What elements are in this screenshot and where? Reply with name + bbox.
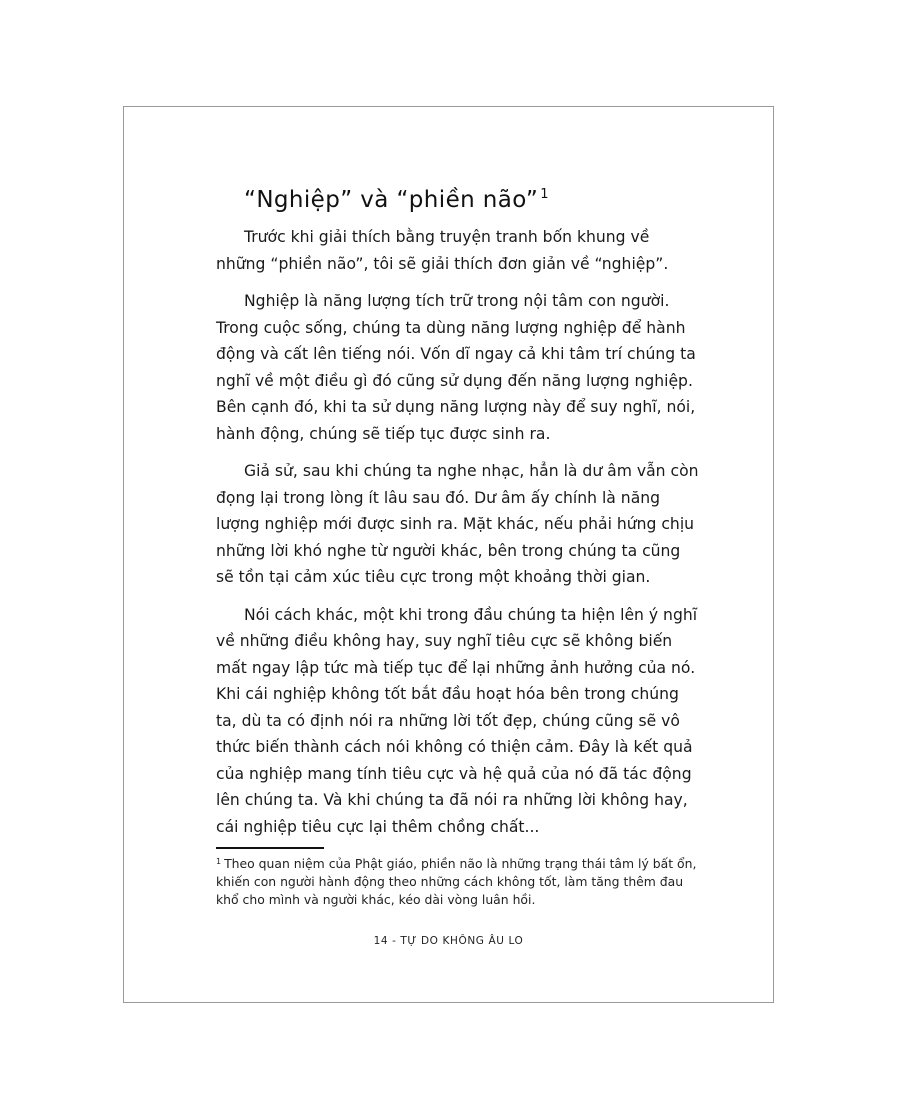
- paragraph-3: Giả sử, sau khi chúng ta nghe nhạc, hẳn là dư âm vẫn còn đọng lại trong lòng ít lâu sau đó. Dư âm ấy chính là năng lượng nghiệp mới được sinh ra. Mặt khác, nếu phải hứng chịu những lời khó nghe từ người khác, bên trong chúng ta cũng sẽ tồn tại cảm xúc tiêu cực trong một khoảng thời gian.: [216, 462, 699, 586]
- body-text: [216, 224, 699, 851]
- paragraph-4: Nói cách khác, một khi trong đầu chúng ta hiện lên ý nghĩ về những điều không hay, suy nghĩ tiêu cực sẽ không biến mất ngay lập tức mà tiếp tục để lại những ảnh hưởng của nó. Khi cái nghiệp không tốt bắt đầu hoạt hóa bên trong chúng ta, dù ta có định nói ra những lời tốt đẹp, chúng cũng sẽ vô thức biến thành cách nói không có thiện cảm. Đây là kết quả của nghiệp mang tính tiêu cực và hệ quả của nó đã tác động lên chúng ta. Và khi chúng ta đã nói ra những lời không hay, cái nghiệp tiêu cực lại thêm chồng chất...: [216, 605, 698, 836]
- footer-separator: -: [388, 935, 401, 947]
- footnote: [216, 853, 706, 909]
- book-page: [123, 106, 774, 1003]
- footnote-marker: 1: [216, 857, 222, 866]
- footnote-text: Theo quan niệm của Phật giáo, phiền não là những trạng thái tâm lý bất ổn, khiến con người hành động theo những cách không tốt, làm tăng thêm đau khổ cho mình và người khác, kéo dài vòng luân hồi.: [216, 856, 697, 907]
- page-number: 14: [373, 935, 389, 947]
- paragraph-2: Nghiệp là năng lượng tích trữ trong nội tâm con người. Trong cuộc sống, chúng ta dùng năng lượng nghiệp để hành động và cất lên tiếng nói. Vốn dĩ ngay cả khi tâm trí chúng ta nghĩ về một điều gì đó cũng sử dụng đến năng lượng nghiệp. Bên cạnh đó, khi ta sử dụng năng lượng này để suy nghĩ, nói, hành động, chúng sẽ tiếp tục được sinh ra.: [216, 292, 696, 443]
- heading-footnote-marker: 1: [540, 187, 549, 202]
- section-heading: [244, 187, 549, 213]
- footnote-divider: [216, 847, 324, 849]
- section-heading-text: “Nghiệp” và “phiền não”: [244, 187, 539, 213]
- running-title: TỰ DO KHÔNG ÂU LO: [400, 935, 524, 947]
- paragraph-1: Trước khi giải thích bằng truyện tranh bốn khung về những “phiền não”, tôi sẽ giải thích đơn giản về “nghiệp”.: [216, 228, 669, 273]
- page-footer: [124, 935, 773, 947]
